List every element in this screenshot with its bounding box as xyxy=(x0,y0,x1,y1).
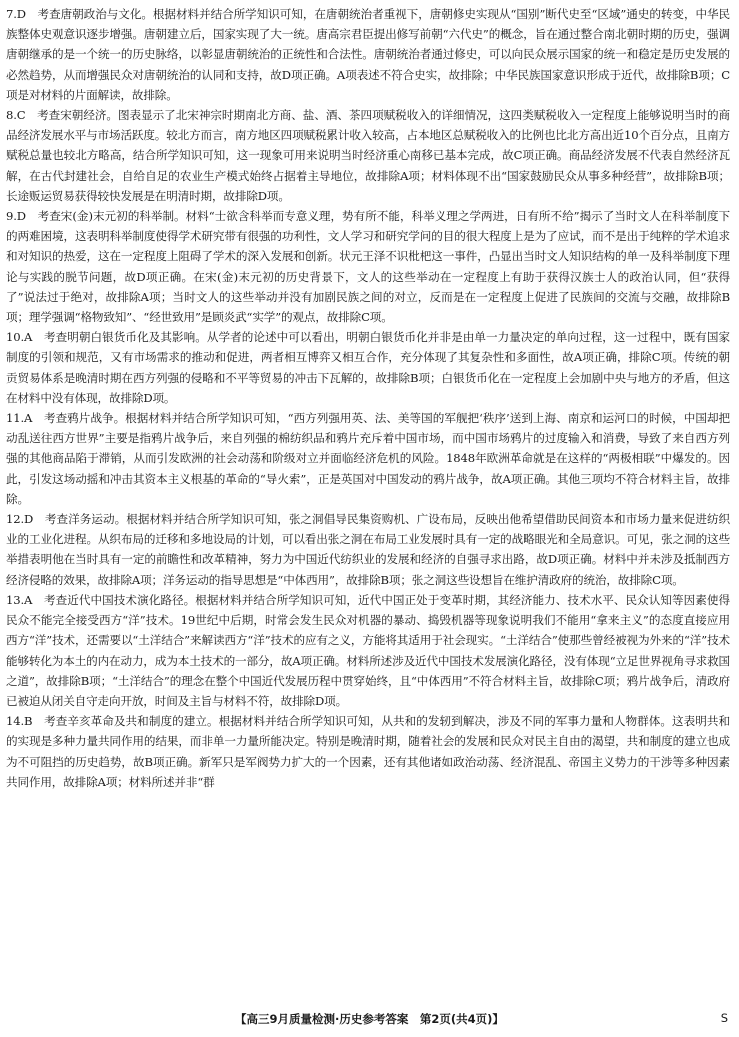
paper-code: S xyxy=(720,1011,728,1025)
answer-item-13: 13.A 考查近代中国技术演化路径。根据材料并结合所学知识可知，近代中国正处于变革时期，其经济能力、技术水平、民众认知等因素使得民众不能完全接受西方“洋”技术。19世纪中后期，时常会发生民众对机器的暴动、捣毁机器等现象说明我们不能用“拿来主义”的态度直接应用西方“洋”技术，还需要以“土洋结合”来解读西方“洋”技术的应有之义，方能将其适用于社会现实。“土洋结合”使那些曾经被视为外来的“洋”技术能够转化为本土的内在动力，成为本土技术的一部分，故A项正确。材料所述涉及近代中国技术发展演化路径，没有体现“立足世界视角寻求救国之道”，故排除B项；“土洋结合”的理念在整个中国近代发展历程中贯穿始终，且“中体西用”不符合材料主旨，故排除C项；鸦片战争后，清政府已被迫从闭关自守走向开放，时间及主旨与材料不符，故排除D项。 xyxy=(6,592,730,708)
answer-item-8: 8.C 考查宋朝经济。图表显示了北宋神宗时期南北方商、盐、酒、茶四项赋税收入的详细情况，这四类赋税收入一定程度上能够说明当时的商品经济发展水平与市场活跃度。较北方而言，南方地区四项赋税累计收入较高，占本地区总赋税收入的比例也比北方高出近10个百分点，且南方赋税总量也较北方略高，结合所学知识可知，这一现象可用来说明当时经济重心南移已基本完成，故C项正确。商品经济发展不代表自然经济瓦解，在古代封建社会，自给自足的农业生产模式始终占据着主导地位，故排除A项；材料体现不出“国家鼓励民众从事多种经营”，故排除B项；长途贩运贸易获得较快发展是在明清时期，故排除D项。 xyxy=(6,108,730,203)
answer-item-11: 11.A 考查鸦片战争。根据材料并结合所学知识可知，“西方列强用英、法、美等国的军舰把‘秩序’送到上海、南京和运河口的时候，中国却把动乱送往西方世界”主要是指鸦片战争后，来自列强的棉纺织品和鸦片充斥着中国市场，而中国市场鸦片的过度输入和消费，导致了来自西方列强的其他商品陷于滞销，从而引发欧洲的社会动荡和阶级对立并面临经济危机的风险。1848年欧洲革命就是在这样的“两极相联”中爆发的。因此，引发这场动摇和冲击其资本主义根基的革命的“导火索”，正是英国对中国发动的鸦片战争，故A项正确。其他三项均不符合材料主旨，故排除。 xyxy=(6,411,730,506)
answer-item-12: 12.D 考查洋务运动。根据材料并结合所学知识可知，张之洞倡导民集资购机、广设布局，反映出他希望借助民间资本和市场力量来促进纺织业的工业化进程。从织布局的迁移和多地设局的计划，可以看出张之洞在布局工业发展时具有一定的战略眼光和全局意识。可见，张之洞的这些举措表明他在当时具有一定的前瞻性和改革精神，努力为中国近代纺织业的发展和经济的自强寻求出路，故D项正确。材料中并未涉及抵制西方经济侵略的效果，故排除A项；洋务运动的指导思想是“中体西用”，故排除B项；张之洞这些设想旨在维护清政府的统治，故排除C项。 xyxy=(6,512,730,587)
answer-item-10: 10.A 考查明朝白银货币化及其影响。从学者的论述中可以看出，明朝白银货币化并非是由单一力量决定的单向过程，这一过程中，既有国家制度的引领和规范，又有市场需求的推动和促进，两者相互博弈又相互合作，充分体现了其复杂性和多面性，故A项正确，排除C项。传统的朝贡贸易体系是晚清时期在西方列强的侵略和不平等贸易的冲击下瓦解的，故排除B项；白银货币化在一定程度上会加剧中央与地方的矛盾，但这在材料中没有体现，故排除D项。 xyxy=(6,330,730,405)
answer-item-14: 14.B 考查辛亥革命及共和制度的建立。根据材料并结合所学知识可知，从共和的发轫到解决，涉及不同的军事力量和人物群体。这表明共和的实现是多种力量共同作用的结果，而非单一力量所能决定。特别是晚清时期，随着社会的发展和民众对民主自由的渴望，共和制度的建立也成为不可阻挡的历史趋势，故B项正确。新军只是军阀势力扩大的一个因素，还有其他诸如政治动荡、经济混乱、帝国主义势力的干涉等多种因素共同作用，故排除A项；材料所述并非“群 xyxy=(6,714,730,789)
answer-item-7: 7.D 考查唐朝政治与文化。根据材料并结合所学知识可知，在唐朝统治者重视下，唐朝修史实现从“国别”断代史至“区域”通史的转变，中华民族整体史观意识逐步增强。唐朝建立后，国家实现了大一统。唐高宗君臣提出修写前朝“六代史”的概念，旨在通过整合南北朝时期的历史，强调唐朝继承的是一个统一的历史脉络，以彰显唐朝统治的正统性和合法性。唐朝统治者通过修史，可以向民众展示国家的统一和稳定是历史发展的必然趋势，从而增强民众对唐朝统治的认同和支持，故D项正确。A项表述不符合史实，故排除；中华民族国家意识形成于近代，故排除B项；C项是对材料的片面解读，故排除。 xyxy=(6,7,730,102)
page-footer: 【高三9月质量检测·历史参考答案 第2页(共4页)】 xyxy=(235,1012,504,1026)
answer-list xyxy=(6,4,730,792)
answer-item-9: 9.D 考查宋(金)末元初的科举制。材料“士欲含科举而专意义理，势有所不能，科举义理之学两进，日有所不给”揭示了当时文人在科举制度下的两难困境，这表明科举制度使得学术研究带有很强的功利性，文人学习和研究学问的目的很大程度上是为了应试，而不是出于纯粹的学术追求和对知识的热爱，这在一定程度上阻碍了学术的深入发展和创新。状元王泽不识枇杷这一事件，凸显出当时文人知识结构的单一及科举制度下理论与实践的脱节问题，故D项正确。在宋(金)末元初的历史背景下，文人的这些举动在一定程度上有助于获得汉族士人的政治认同，但“获得了”说法过于绝对，故排除A项；当时文人的这些举动并没有加剧民族之间的对立，反而是在一定程度上促进了民族间的交流与交融，故排除B项；理学强调“格物致知”、“经世致用”是顾炎武“实学”的观点，故排除C项。 xyxy=(6,209,730,325)
